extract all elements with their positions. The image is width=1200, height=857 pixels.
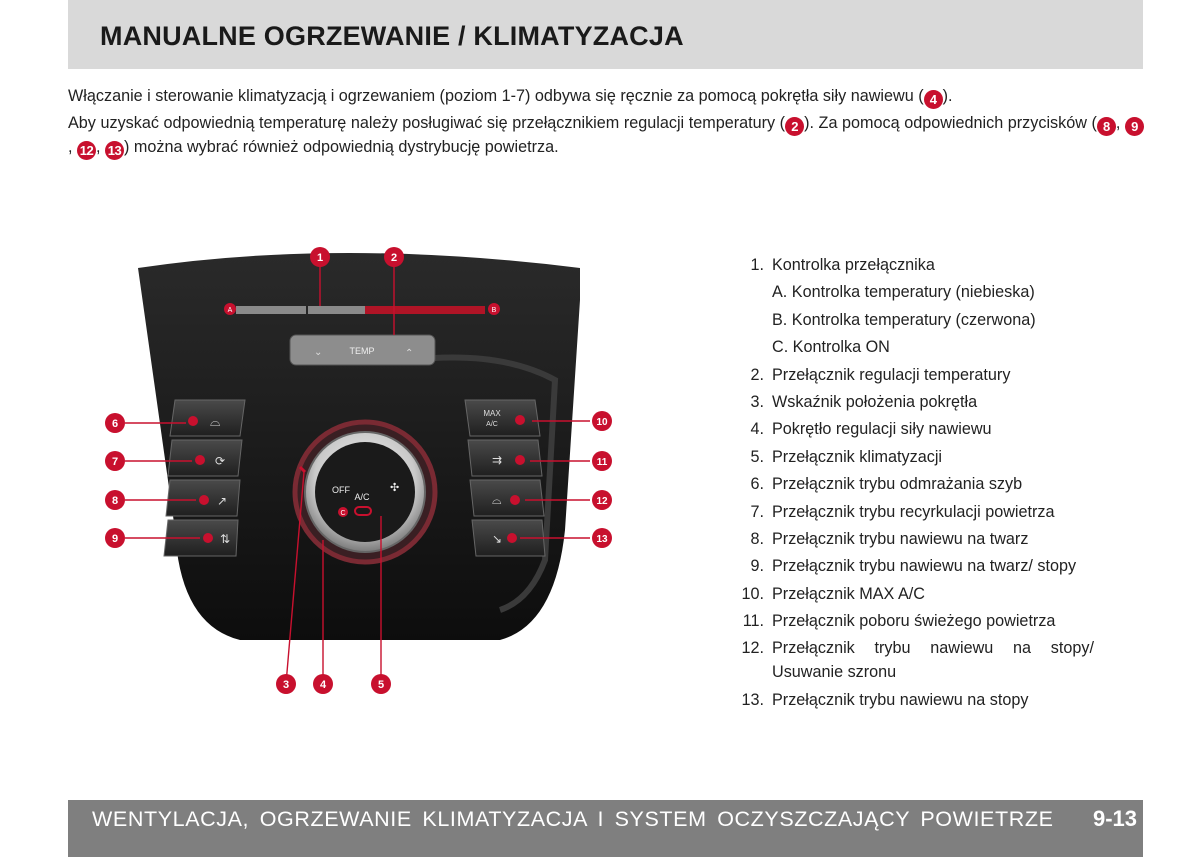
legend-text: Wskaźnik położenia pokrętła [772, 392, 978, 411]
intro-paragraph-2 [68, 112, 1144, 160]
ref-badge: 13 [105, 141, 124, 160]
legend-text: Przełącznik trybu nawiewu na stopy/ Usuwanie szronu [772, 639, 1094, 682]
svg-text:⇅: ⇅ [220, 532, 231, 546]
legend-text: Przełącznik klimatyzacji [772, 447, 943, 466]
button-defrost[interactable] [170, 400, 245, 436]
legend-text: Przełącznik trybu nawiewu na twarz/ stopy [772, 557, 1077, 576]
legend-text: B. Kontrolka temperatury (czerwona) [772, 310, 1036, 329]
legend-num: 6. [750, 475, 764, 494]
legend-item [734, 688, 1094, 712]
legend-item [734, 609, 1094, 633]
indicator-strip-red [365, 306, 485, 314]
legend-num: 1. [750, 256, 764, 274]
page-number: 9-13 [1093, 806, 1138, 831]
climate-panel-figure [100, 240, 620, 710]
intro-text: Aby uzyskać odpowiednią temperaturę należy posługiwać się przełącznikiem regulacji temperatury ( [68, 114, 786, 132]
legend-text: Przełącznik trybu nawiewu na twarz [772, 529, 1029, 548]
legend-num: 4. [750, 420, 764, 439]
max-ac-label: A/C [486, 421, 498, 428]
legend-text: Przełącznik trybu recyrkulacji powietrza [772, 502, 1055, 521]
temp-label: TEMP [349, 346, 375, 356]
callout-1-label: 1 [316, 252, 324, 264]
indicator-b-label: B [491, 307, 497, 314]
svg-text:⇉: ⇉ [492, 453, 503, 467]
legend-item [734, 636, 1094, 684]
legend-text: Przełącznik regulacji temperatury [772, 365, 1011, 384]
legend-num: 9. [750, 557, 764, 576]
legend-text: Przełącznik poboru świeżego powietrza [772, 612, 1056, 631]
page-title: MANUALNE OGRZEWANIE / KLIMATYZACJA [100, 21, 684, 51]
callout-8-label: 8 [111, 495, 119, 507]
callout-9-label: 9 [111, 533, 119, 545]
ref-badge: 8 [1097, 117, 1116, 136]
ref-badge: 12 [77, 141, 96, 160]
callout-13-label: 13 [596, 534, 608, 545]
legend-item [734, 417, 1094, 441]
legend-text: Pokrętło regulacji siły nawiewu [772, 420, 992, 439]
callout-7-label: 7 [111, 456, 119, 468]
button-max-ac[interactable] [465, 400, 540, 436]
intro-text: , [68, 138, 77, 156]
legend-num: 10. [741, 584, 764, 603]
knob-off-label: OFF [332, 485, 350, 495]
callout-2-label: 2 [390, 252, 398, 264]
button-recirculation[interactable] [168, 440, 242, 476]
ref-badge: 2 [785, 117, 804, 136]
svg-text:↘: ↘ [492, 532, 503, 546]
legend-item [734, 500, 1094, 524]
intro-paragraph-1 [68, 85, 1148, 109]
intro-text: ). Za pomocą odpowiednich przycisków ( [804, 114, 1097, 132]
legend-num: 2. [750, 365, 764, 384]
temp-down-icon: ⌄ [314, 347, 323, 358]
legend-text: Przełącznik trybu odmrażania szyb [772, 475, 1023, 494]
legend-num: 12. [741, 639, 764, 658]
legend-item [734, 445, 1094, 469]
legend-item [734, 554, 1094, 578]
legend-text: Przełącznik trybu nawiewu na stopy [772, 690, 1029, 709]
callout-6-label: 6 [111, 418, 119, 430]
legend-item [734, 280, 1094, 304]
svg-text:⌓: ⌓ [492, 493, 502, 507]
legend-item [734, 335, 1094, 359]
legend-text: Przełącznik MAX A/C [772, 584, 925, 603]
legend-item [734, 390, 1094, 414]
svg-text:↗: ↗ [217, 494, 228, 508]
ref-badge: 9 [1125, 117, 1144, 136]
svg-text:⌓: ⌓ [210, 415, 221, 430]
callout-11-label: 11 [596, 457, 608, 468]
component-legend [734, 253, 1094, 715]
indicator-a-label: A [227, 307, 233, 314]
legend-num: 8. [750, 529, 764, 548]
callout-4-label: 4 [319, 679, 327, 691]
legend-item [734, 308, 1094, 332]
indicator-c-label: C [340, 510, 346, 517]
callout-10-label: 10 [596, 417, 608, 428]
intro-text: ). [942, 87, 953, 105]
temp-up-icon: ⌃ [405, 348, 414, 359]
intro-text: , [96, 138, 105, 156]
legend-text: C. Kontrolka ON [772, 338, 890, 357]
callout-3-label: 3 [282, 679, 290, 691]
legend-item [734, 253, 1094, 277]
ac-label: A/C [354, 492, 370, 502]
indicator-strip-blue [236, 306, 306, 314]
footer-section-title: WENTYLACJA, OGRZEWANIE KLIMATYZACJA I SYSTEM OCZYSZCZAJĄCY POWIETRZE [92, 807, 1054, 831]
callout-5-label: 5 [377, 679, 385, 691]
max-label: MAX [483, 409, 501, 418]
legend-item [734, 472, 1094, 496]
intro-text: Włączanie i sterowanie klimatyzacją i ogrzewaniem (poziom 1-7) odbywa się ręcznie za pomocą pokrętła siły nawiewu ( [68, 87, 924, 105]
legend-num: 13. [741, 690, 764, 709]
callout-12-label: 12 [596, 496, 608, 507]
button-feet-defrost[interactable] [470, 480, 544, 516]
ref-badge: 4 [924, 90, 943, 109]
legend-num: 5. [750, 447, 764, 466]
legend-item [734, 363, 1094, 387]
legend-text: Kontrolka przełącznika [772, 256, 935, 274]
legend-item [734, 527, 1094, 551]
intro-text: , [1115, 114, 1126, 132]
intro-text: ) można wybrać również odpowiednią dystrybucję powietrza. [124, 138, 559, 156]
legend-num: 7. [750, 502, 764, 521]
button-fresh-air[interactable] [468, 440, 542, 476]
svg-text:⟳: ⟳ [215, 454, 226, 468]
legend-num: 11. [742, 612, 764, 631]
legend-text: A. Kontrolka temperatury (niebieska) [772, 283, 1035, 302]
button-face[interactable] [166, 480, 240, 516]
fan-icon: ✣ [390, 481, 400, 494]
indicator-strip-mid [308, 306, 368, 314]
legend-num: 3. [750, 392, 764, 411]
legend-item [734, 582, 1094, 606]
